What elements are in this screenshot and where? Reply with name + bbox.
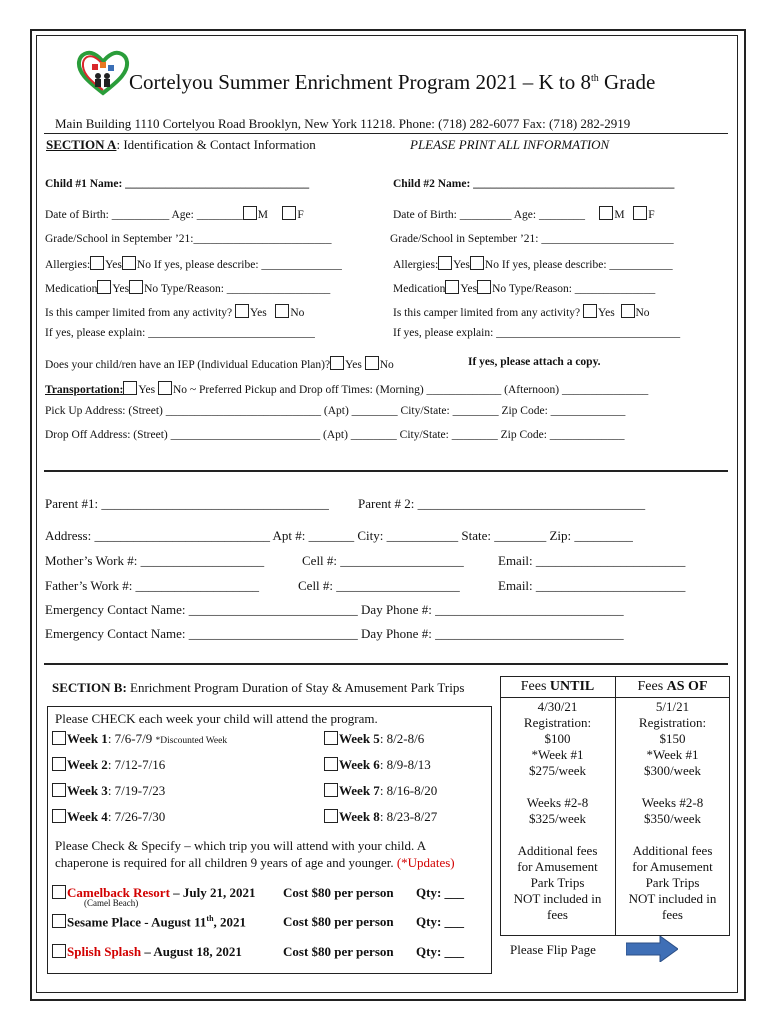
child1-allergies-field[interactable]: Allergies: Yes No If yes, please describe: ______________ (45, 256, 342, 271)
checkbox[interactable] (52, 914, 66, 928)
section-divider (44, 470, 728, 472)
week-4-option[interactable]: Week 4: 7/26-7/30 (52, 809, 165, 825)
address-field[interactable]: Address: ___________________________ Apt #: _______ City: ___________ State: ________ Zip: _________ (45, 528, 633, 543)
father-work-field[interactable]: Father’s Work #: ___________________ (45, 578, 260, 593)
checkbox[interactable] (123, 381, 137, 395)
header-address: Main Building 1110 Cortelyou Road Brooklyn, New York 11218. Phone: (718) 282-6077 Fax: (718) 282-2919 (55, 116, 631, 131)
child2-explain-field[interactable]: If yes, please explain: ________________________________ (393, 327, 681, 339)
trip-splish-option[interactable]: Splish Splash – August 18, 2021 (52, 944, 242, 960)
child2-name-field[interactable]: Child #2 Name: ___________________________________ (393, 178, 675, 190)
checkbox[interactable] (599, 206, 613, 220)
checkbox[interactable] (583, 304, 597, 318)
iep-field[interactable]: Does your child/ren have an IEP (Individual Education Plan)? Yes No (45, 356, 394, 371)
mother-email-field[interactable]: Email: _______________________ (498, 553, 686, 568)
parent2-field[interactable]: Parent # 2: ___________________________________ (358, 496, 646, 511)
week-6-option[interactable]: Week 6: 8/9-8/13 (324, 757, 431, 773)
trip-note-line-2: chaperone is required for all children 9 years of age and younger. (*Updates) (55, 855, 455, 870)
trip-sesame-option[interactable]: Sesame Place - August 11th, 2021 (52, 914, 246, 930)
child2-grade-field[interactable]: Grade/School in September ’21: _______________________ (390, 233, 674, 245)
checkbox[interactable] (52, 731, 66, 745)
flip-page-note: Please Flip Page (510, 942, 596, 957)
mother-cell-field[interactable]: Cell #: ___________________ (302, 553, 464, 568)
child1-name-field[interactable]: Child #1 Name: ________________________________ (45, 178, 310, 190)
emergency-contact-2-field[interactable]: Emergency Contact Name: __________________________ Day Phone #: _____________________________ (45, 626, 624, 641)
child1-limited-field[interactable]: Is this camper limited from any activity? Yes No (45, 304, 304, 319)
child1-explain-field[interactable]: If yes, please explain: _____________________________ (45, 327, 315, 339)
child2-medication-field[interactable]: Medication Yes No Type/Reason: ______________ (393, 280, 655, 295)
checkbox[interactable] (122, 256, 136, 270)
trip-cost: Cost $80 per person (283, 944, 394, 959)
checkbox[interactable] (235, 304, 249, 318)
checkbox[interactable] (97, 280, 111, 294)
trip-camelback-option[interactable]: Camelback Resort – July 21, 2021 (52, 885, 256, 901)
child1-medication-field[interactable]: Medication Yes No Type/Reason: __________________ (45, 280, 330, 295)
week-7-option[interactable]: Week 7: 8/16-8/20 (324, 783, 437, 799)
trip-qty-field[interactable]: Qty: ___ (416, 914, 465, 929)
father-email-field[interactable]: Email: _______________________ (498, 578, 686, 593)
arrow-right-icon (626, 936, 678, 962)
checkbox[interactable] (621, 304, 635, 318)
checkbox[interactable] (52, 809, 66, 823)
checkbox[interactable] (633, 206, 647, 220)
section-divider (44, 663, 728, 665)
checkbox[interactable] (52, 885, 66, 899)
child1-grade-field[interactable]: Grade/School in September ’21:________________________ (45, 233, 332, 245)
checkbox[interactable] (477, 280, 491, 294)
checkbox[interactable] (158, 381, 172, 395)
section-b-heading: SECTION B: Enrichment Program Duration of Stay & Amusement Park Trips (52, 680, 465, 695)
checkbox[interactable] (129, 280, 143, 294)
pickup-address-field[interactable]: Pick Up Address: (Street) ___________________________ (Apt) ________ City/State: ________ Zip Code: _____________ (45, 405, 626, 417)
week-1-option[interactable]: Week 1: 7/6-7/9 *Discounted Week (52, 731, 227, 747)
camelback-subtitle: (Camel Beach) (84, 898, 139, 908)
week-3-option[interactable]: Week 3: 7/19-7/23 (52, 783, 165, 799)
week-2-option[interactable]: Week 2: 7/12-7/16 (52, 757, 165, 773)
checkbox[interactable] (90, 256, 104, 270)
child2-limited-field[interactable]: Is this camper limited from any activity? Yes No (393, 304, 650, 319)
checkbox[interactable] (324, 731, 338, 745)
checkbox[interactable] (330, 356, 344, 370)
checkbox[interactable] (275, 304, 289, 318)
trip-note-line-1: Please Check & Specify – which trip you will attend with your child. A (55, 838, 427, 853)
print-note: PLEASE PRINT ALL INFORMATION (410, 137, 610, 152)
checkbox[interactable] (324, 757, 338, 771)
trip-cost: Cost $80 per person (283, 914, 394, 929)
checkbox[interactable] (52, 944, 66, 958)
parent1-field[interactable]: Parent #1: ___________________________________ (45, 496, 329, 511)
week-5-option[interactable]: Week 5: 8/2-8/6 (324, 731, 424, 747)
father-cell-field[interactable]: Cell #: ___________________ (298, 578, 460, 593)
checkbox[interactable] (52, 757, 66, 771)
child2-allergies-field[interactable]: Allergies: Yes No If yes, please describe: ___________ (393, 256, 673, 271)
week-8-option[interactable]: Week 8: 8/23-8/27 (324, 809, 437, 825)
header-divider (44, 133, 728, 134)
checkbox[interactable] (52, 783, 66, 797)
trip-cost: Cost $80 per person (283, 885, 394, 900)
child1-dob-field[interactable]: Date of Birth: __________ Age: ________ M F (45, 206, 304, 221)
dropoff-address-field[interactable]: Drop Off Address: (Street) __________________________ (Apt) ________ City/State: ________ Zip Code: _____________ (45, 429, 625, 441)
trip-qty-field[interactable]: Qty: ___ (416, 944, 465, 959)
checkbox[interactable] (365, 356, 379, 370)
fees-col2: Fees AS OF 5/1/21 Registration: $150 *Week #1 $300/week Weeks #2-8 $350/week Additional fees for Amusement Park Trips NOT included in fees (628, 679, 717, 922)
iep-note: If yes, please attach a copy. (468, 356, 601, 368)
checkbox[interactable] (470, 256, 484, 270)
fees-col1: Fees UNTIL 4/30/21 Registration: $100 *Week #1 $275/week Weeks #2-8 $325/week Additional fees for Amusement Park Trips NOT included in fees (513, 679, 602, 922)
checkbox[interactable] (324, 809, 338, 823)
section-a-heading: SECTION A: Identification & Contact Information (46, 137, 316, 152)
checkbox[interactable] (324, 783, 338, 797)
checkbox[interactable] (243, 206, 257, 220)
child2-dob-field[interactable]: Date of Birth: _________ Age: ________ M F (393, 206, 655, 221)
trip-qty-field[interactable]: Qty: ___ (416, 885, 465, 900)
check-weeks-note: Please CHECK each week your child will attend the program. (55, 711, 378, 726)
emergency-contact-1-field[interactable]: Emergency Contact Name: __________________________ Day Phone #: _____________________________ (45, 602, 624, 617)
checkbox[interactable] (445, 280, 459, 294)
transportation-field[interactable]: Transportation: Yes No ~ Preferred Pickup and Drop off Times: (Morning) _____________ (Afternoon) _______________ (45, 381, 648, 396)
page-title: Cortelyou Summer Enrichment Program 2021 – K to 8th Grade (129, 70, 656, 94)
checkbox[interactable] (438, 256, 452, 270)
checkbox[interactable] (282, 206, 296, 220)
mother-work-field[interactable]: Mother’s Work #: ___________________ (45, 553, 265, 568)
heart-logo-icon (76, 50, 130, 96)
